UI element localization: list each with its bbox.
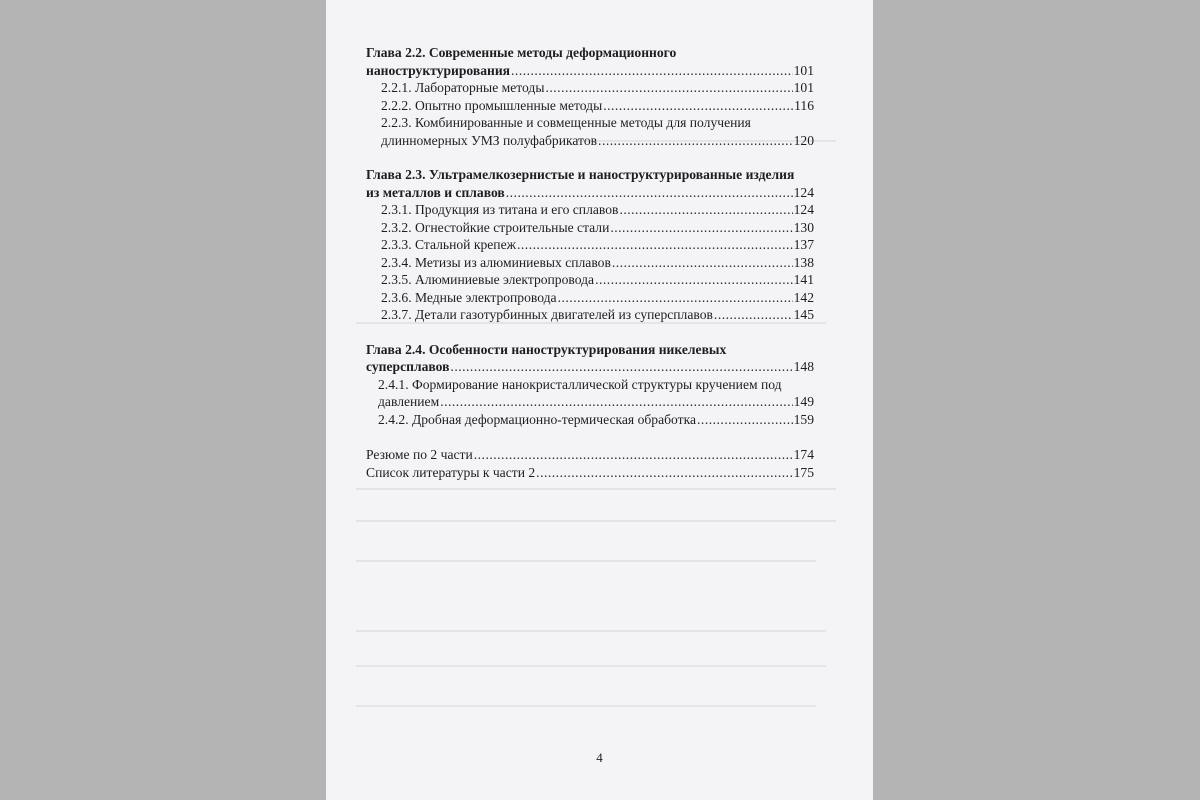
page-ref: 137 <box>793 237 814 252</box>
entry-title-line: 2.4.1. Формирование нанокристаллической структуры кручением под <box>378 376 782 392</box>
spacer <box>366 428 814 446</box>
page-ref: 120 <box>793 132 814 148</box>
toc-entry <box>366 219 814 237</box>
dot-leader <box>536 464 792 482</box>
chapter-2-2-heading: Глава 2.2. Современные методы деформационного <box>366 45 677 60</box>
table-of-contents <box>366 44 814 481</box>
show-through <box>356 488 836 490</box>
entry-title: 2.3.4. Метизы из алюминиевых сплавов <box>381 254 611 270</box>
show-through <box>356 665 826 667</box>
show-through <box>356 520 836 522</box>
page-ref: 101 <box>793 80 814 95</box>
toc-entry <box>366 446 814 464</box>
page-ref: 175 <box>793 464 814 480</box>
dot-leader <box>450 358 792 376</box>
dot-leader <box>506 184 793 202</box>
toc-entry <box>366 132 814 150</box>
toc-entry <box>366 97 814 115</box>
dot-leader <box>697 411 793 429</box>
toc-entry <box>366 464 814 482</box>
page-ref: 124 <box>793 202 814 217</box>
toc-entry <box>366 271 814 289</box>
dot-leader <box>612 254 793 272</box>
dot-leader <box>558 289 793 307</box>
chapter-2-4-entry <box>366 358 814 376</box>
page-number: 4 <box>596 750 603 765</box>
toc-entry <box>366 79 814 97</box>
dot-leader <box>440 393 792 411</box>
page-ref: 149 <box>793 394 814 409</box>
chapter-2-3-heading: Глава 2.3. Ультрамелкозернистые и наноструктурированные изделия <box>366 167 795 182</box>
toc-entry <box>366 254 814 272</box>
page-ref: 174 <box>793 447 814 462</box>
entry-title: длинномерных УМЗ полуфабрикатов <box>381 132 598 148</box>
entry-title: 2.3.7. Детали газотурбинных двигателей из суперсплавов <box>381 307 713 322</box>
entry-title-line: 2.2.3. Комбинированные и совмещенные методы для получения <box>381 115 751 130</box>
page-ref: 145 <box>793 307 814 322</box>
page-ref: 142 <box>793 289 814 305</box>
entry-title: Резюме по 2 части <box>366 447 473 462</box>
chapter-2-4-title: суперсплавов <box>366 359 450 374</box>
dot-leader <box>595 271 793 289</box>
entry-title: 2.2.2. Опытно промышленные методы <box>381 97 603 113</box>
dot-leader <box>511 62 793 80</box>
page-ref: 130 <box>793 219 814 235</box>
spacer <box>366 324 814 341</box>
dot-leader <box>474 446 793 464</box>
toc-entry <box>366 306 814 324</box>
entry-title: Список литературы к части 2 <box>366 464 536 480</box>
entry-title: 2.3.6. Медные электропровода <box>381 289 557 305</box>
dot-leader <box>610 219 792 237</box>
page-ref: 138 <box>793 254 814 270</box>
toc-entry <box>366 201 814 219</box>
page-ref: 159 <box>793 411 814 427</box>
chapter-2-3-entry <box>366 184 814 202</box>
entry-title: 2.2.1. Лабораторные методы <box>381 80 545 95</box>
toc-entry <box>366 411 814 429</box>
chapter-2-4-heading: Глава 2.4. Особенности наноструктурирования никелевых <box>366 341 727 357</box>
entry-title: 2.3.3. Стальной крепеж <box>381 237 516 252</box>
show-through <box>356 630 826 632</box>
entry-title: давлением <box>378 394 440 409</box>
spacer <box>366 149 814 166</box>
entry-title: 2.3.2. Огнестойкие строительные стали <box>381 219 610 235</box>
document-page <box>326 0 873 800</box>
toc-entry <box>366 236 814 254</box>
page-ref: 141 <box>793 272 814 287</box>
chapter-2-2-title: наноструктурирования <box>366 62 511 78</box>
page-ref: 148 <box>793 359 814 374</box>
entry-title: 2.4.2. Дробная деформационно-термическая обработка <box>378 411 697 427</box>
dot-leader <box>517 236 793 254</box>
dot-leader <box>545 79 792 97</box>
show-through <box>356 560 816 562</box>
page-ref: 124 <box>793 184 814 200</box>
entry-title: 2.3.5. Алюминиевые электропровода <box>381 272 595 287</box>
chapter-2-3-title: из металлов и сплавов <box>366 184 505 200</box>
page-ref: 116 <box>794 97 814 113</box>
toc-entry <box>366 393 814 411</box>
chapter-2-2-entry <box>366 62 814 80</box>
dot-leader <box>714 306 793 324</box>
dot-leader <box>619 201 792 219</box>
entry-title: 2.3.1. Продукция из титана и его сплавов <box>381 202 619 217</box>
dot-leader <box>603 97 793 115</box>
dot-leader <box>598 132 793 150</box>
show-through <box>356 705 816 707</box>
page-ref: 101 <box>793 62 814 78</box>
toc-entry <box>366 289 814 307</box>
